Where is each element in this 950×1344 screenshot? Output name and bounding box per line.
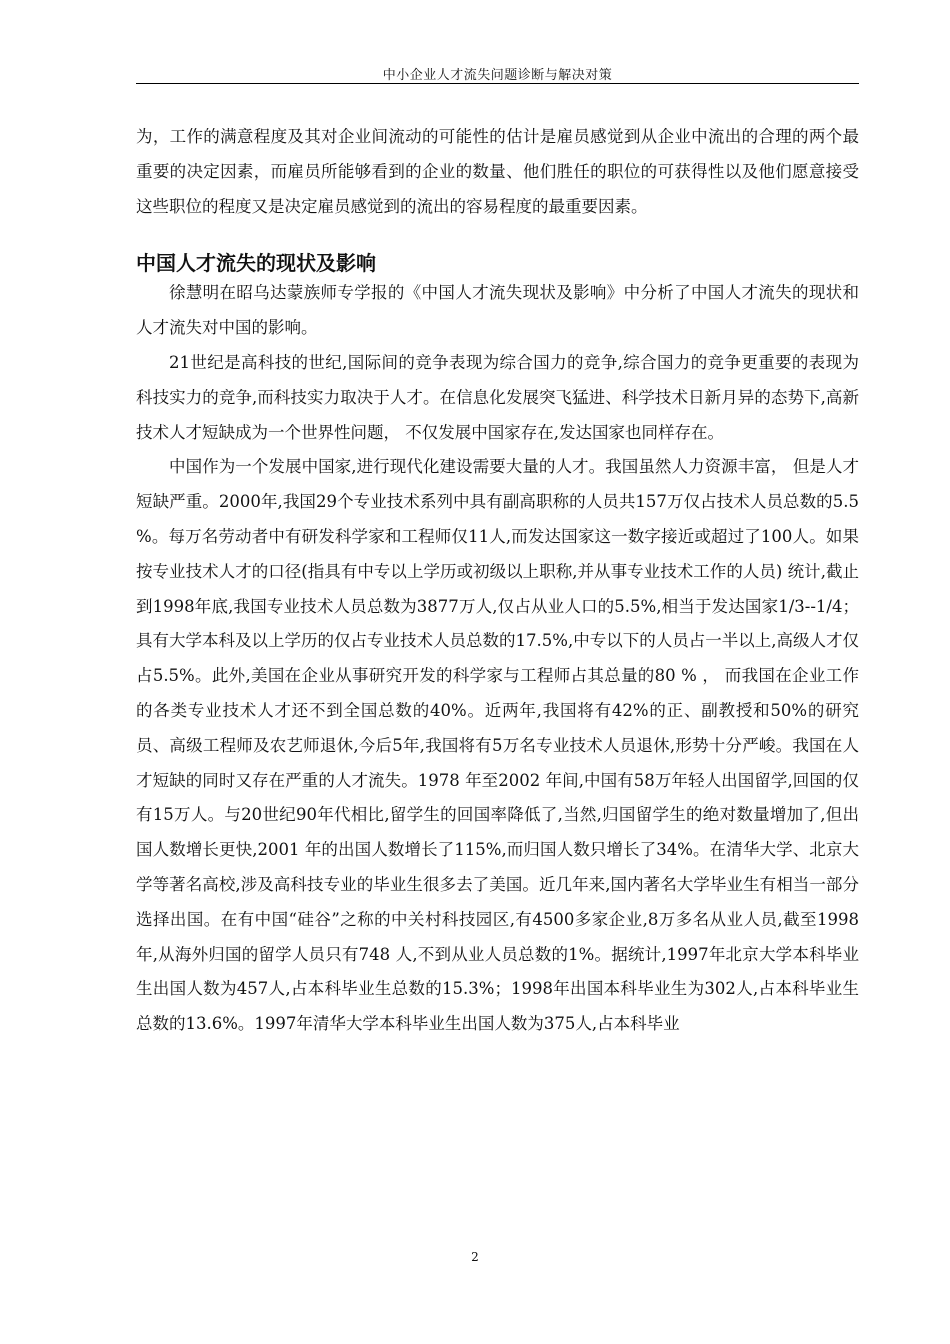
paragraph-continuation: 为，工作的满意程度及其对企业间流动的可能性的估计是雇员感觉到从企业中流出的合理的两个最重要的决定因素，而雇员所能够看到的企业的数量、他们胜任的职位的可获得性以及他们愿意接受这些职位的程度又是决定雇员感觉到的流出的容易程度的最重要因素。	[136, 127, 859, 216]
paragraph-talent-shortage: 中国作为一个发展中国家,进行现代化建设需要大量的人才。我国虽然人力资源丰富， 但是人才短缺严重。2000年,我国29个专业技术系列中具有副高职称的人员共157万仅占技术人员总数的5.5 %。每万名劳动者中有研发科学家和工程师仅11人,而发达国家这一数字接近或超过了100人。如果按专业技术人才的口径(指具有中专以上学历或初级以上职称,并从事专业技术工作的人员) 统计,截止到1998年底,我国专业技术人员总数为3877万人,仅占从业人口的5.5%,相当于发达国家1/3--1/4；具有大学本科及以上学历的仅占专业技术人员总数的17.5%,中专以下的人员占一半以上,高级人才仅占5.5%。此外,美国在企业从事研究开发的科学家与工程师占其总量的80 % ， 而我国在企业工作的各类专业技术人才还不到全国总数的40%。近两年,我国将有42%的正、副教授和50%的研究员、高级工程师及农艺师退休,今后5年,我国将有5万名专业技术人员退休,形势十分严峻。我国在人才短缺的同时又存在严重的人才流失。1978 年至2002 年间,中国有58万年轻人出国留学,回国的仅有15万人。与20世纪90年代相比,留学生的回国率降低了,当然,归国留学生的绝对数量增加了,但出国人数增长更快,2001 年的出国人数增长了115%,而归国人数只增长了34%。在清华大学、北京大学等著名高校,涉及高科技专业的毕业生很多去了美国。近几年来,国内著名大学毕业生有相当一部分选择出国。在有中国“硅谷”之称的中关村科技园区,有4500多家企业,8万多名从业人员,截至1998 年,从海外归国的留学人员只有748 人,不到从业人员总数的1%。据统计,1997年北京大学本科毕业生出国人数为457人,占本科毕业生总数的15.3%；1998年出国本科毕业生为302人,占本科毕业生总数的13.6%。1997年清华大学本科毕业生出国人数为375人,占本科毕业	[136, 457, 859, 1034]
paragraph-21st-century: 21世纪是高科技的世纪,国际间的竞争表现为综合国力的竞争,综合国力的竞争更重要的表现为科技实力的竞争,而科技实力取决于人才。在信息化发展突飞猛进、科学技术日新月异的态势下,高新技术人才短缺成为一个世界性问题， 不仅发展中国家存在,发达国家也同样存在。	[136, 352, 859, 442]
section-heading: 中国人才流失的现状及影响	[136, 251, 376, 276]
header-divider	[136, 83, 859, 84]
page-header-title: 中小企业人才流失问题诊断与解决对策	[382, 68, 613, 83]
paragraph-intro: 徐慧明在昭乌达蒙族师专学报的《中国人才流失现状及影响》中分析了中国人才流失的现状和人才流失对中国的影响。	[136, 283, 859, 338]
document-body	[136, 120, 859, 1042]
page-number: 2	[471, 1250, 479, 1264]
